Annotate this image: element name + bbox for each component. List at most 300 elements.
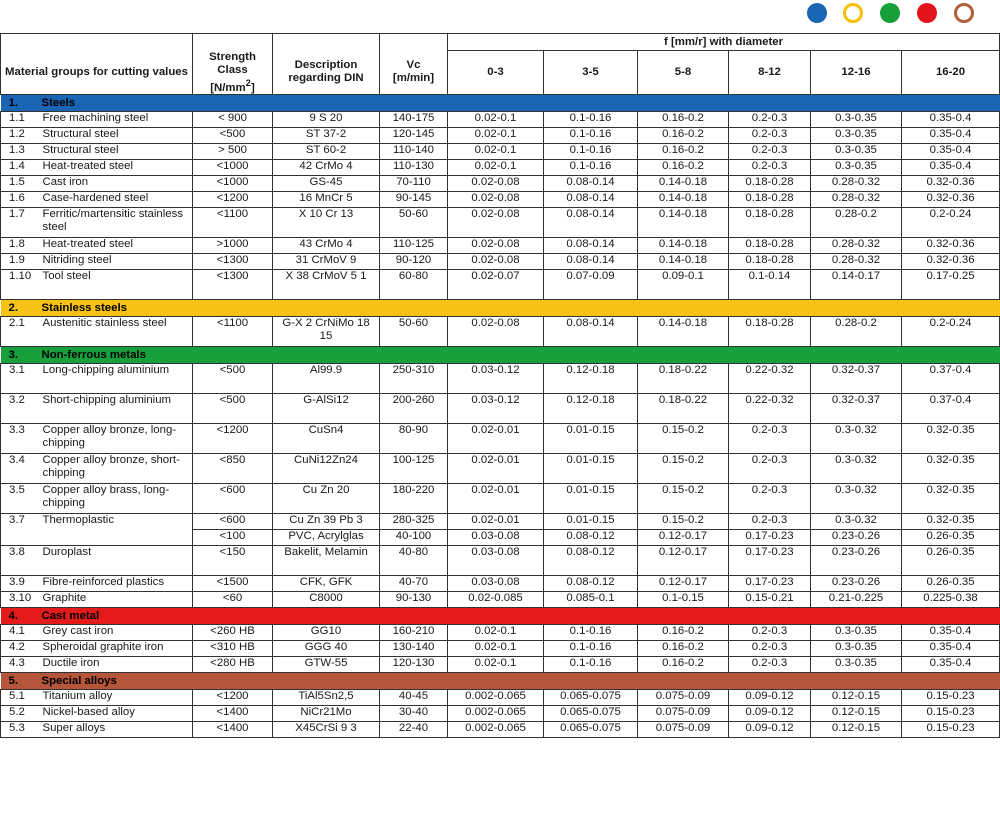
feed-3-5: 0.065-0.075: [544, 706, 638, 722]
feed-3-5: 0.065-0.075: [544, 722, 638, 738]
diameter-header: 3-5: [544, 51, 638, 95]
group-number: [1, 530, 39, 546]
group-number: 3.8: [1, 546, 39, 576]
group-number: 4.2: [1, 641, 39, 657]
feed-3-5: 0.1-0.16: [544, 657, 638, 673]
feed-12-16: 0.23-0.26: [811, 576, 902, 592]
feed-0-3: 0.02-0.1: [448, 112, 544, 128]
material-name: Thermoplastic: [39, 514, 193, 530]
feed-0-3: 0.02-0.1: [448, 144, 544, 160]
din-description: ST 60-2: [273, 144, 380, 160]
feed-8-12: 0.09-0.12: [729, 706, 811, 722]
din-description: CuSn4: [273, 424, 380, 454]
strength-class: < 900: [193, 112, 273, 128]
din-description: GGG 40: [273, 641, 380, 657]
feed-0-3: 0.02-0.08: [448, 176, 544, 192]
feed-16-20: 0.32-0.36: [902, 176, 1000, 192]
feed-rate-header: f [mm/r] with diameter: [448, 34, 1000, 51]
cutting-speed: 40-80: [380, 546, 448, 576]
cutting-speed: 120-145: [380, 128, 448, 144]
table-row: [1, 270, 1000, 300]
feed-8-12: 0.18-0.28: [729, 317, 811, 347]
table-row: [1, 546, 1000, 576]
feed-8-12: 0.17-0.23: [729, 530, 811, 546]
feed-8-12: 0.2-0.3: [729, 641, 811, 657]
cutting-speed: 110-125: [380, 238, 448, 254]
material-name: Structural steel: [39, 128, 193, 144]
strength-class: <1100: [193, 317, 273, 347]
feed-0-3: 0.03-0.08: [448, 530, 544, 546]
material-name: Heat-treated steel: [39, 160, 193, 176]
feed-8-12: 0.17-0.23: [729, 546, 811, 576]
material-name: Nitriding steel: [39, 254, 193, 270]
section-title: Cast metal: [39, 608, 1000, 625]
diameter-header: 5-8: [638, 51, 729, 95]
feed-3-5: 0.1-0.16: [544, 144, 638, 160]
table-row: [1, 530, 1000, 546]
material-group-header: Material groups for cutting values: [1, 51, 193, 95]
cutting-speed: 180-220: [380, 484, 448, 514]
material-name: Spheroidal graphite iron: [39, 641, 193, 657]
material-name: Graphite: [39, 592, 193, 608]
material-name: Austenitic stainless steel: [39, 317, 193, 347]
feed-3-5: 0.07-0.09: [544, 270, 638, 300]
section-header-row: [1, 608, 1000, 625]
feed-0-3: 0.02-0.08: [448, 192, 544, 208]
strength-class: <1500: [193, 576, 273, 592]
feed-5-8: 0.075-0.09: [638, 690, 729, 706]
table-row: [1, 514, 1000, 530]
diameter-header: 0-3: [448, 51, 544, 95]
feed-5-8: 0.14-0.18: [638, 176, 729, 192]
feed-3-5: 0.01-0.15: [544, 424, 638, 454]
feed-8-12: 0.2-0.3: [729, 144, 811, 160]
feed-3-5: 0.08-0.14: [544, 254, 638, 270]
strength-class: <1200: [193, 690, 273, 706]
table-row: [1, 576, 1000, 592]
material-name: Duroplast: [39, 546, 193, 576]
color-legend-dots: [800, 3, 1000, 29]
feed-16-20: 0.17-0.25: [902, 270, 1000, 300]
feed-8-12: 0.2-0.3: [729, 514, 811, 530]
group-number: 2.1: [1, 317, 39, 347]
cutting-speed: 22-40: [380, 722, 448, 738]
feed-12-16: 0.12-0.15: [811, 706, 902, 722]
din-description: GG10: [273, 625, 380, 641]
feed-5-8: 0.16-0.2: [638, 128, 729, 144]
feed-8-12: 0.2-0.3: [729, 625, 811, 641]
strength-class: <100: [193, 530, 273, 546]
feed-8-12: 0.09-0.12: [729, 722, 811, 738]
feed-12-16: 0.3-0.35: [811, 625, 902, 641]
feed-8-12: 0.18-0.28: [729, 254, 811, 270]
din-description: NiCr21Mo: [273, 706, 380, 722]
feed-16-20: 0.15-0.23: [902, 722, 1000, 738]
group-number: 1.8: [1, 238, 39, 254]
strength-class: <1000: [193, 176, 273, 192]
strength-class: <1000: [193, 160, 273, 176]
feed-16-20: 0.2-0.24: [902, 317, 1000, 347]
feed-12-16: 0.3-0.32: [811, 484, 902, 514]
feed-16-20: 0.15-0.23: [902, 706, 1000, 722]
feed-3-5: 0.08-0.12: [544, 546, 638, 576]
table-row: [1, 657, 1000, 673]
feed-16-20: 0.35-0.4: [902, 160, 1000, 176]
feed-5-8: 0.16-0.2: [638, 657, 729, 673]
cutting-speed: 120-130: [380, 657, 448, 673]
feed-12-16: 0.3-0.35: [811, 160, 902, 176]
feed-8-12: 0.2-0.3: [729, 112, 811, 128]
feed-12-16: 0.32-0.37: [811, 394, 902, 424]
feed-3-5: 0.08-0.14: [544, 192, 638, 208]
feed-3-5: 0.1-0.16: [544, 625, 638, 641]
feed-3-5: 0.12-0.18: [544, 394, 638, 424]
din-description: Al99.9: [273, 364, 380, 394]
group-number: 3.1: [1, 364, 39, 394]
feed-0-3: 0.002-0.065: [448, 722, 544, 738]
diameter-header: 16-20: [902, 51, 1000, 95]
feed-5-8: 0.16-0.2: [638, 112, 729, 128]
table-row: [1, 592, 1000, 608]
section-number: 5.: [1, 673, 39, 690]
cutting-speed: 250-310: [380, 364, 448, 394]
din-description: Cu Zn 39 Pb 3: [273, 514, 380, 530]
strength-class: <280 HB: [193, 657, 273, 673]
feed-3-5: 0.08-0.14: [544, 208, 638, 238]
feed-8-12: 0.18-0.28: [729, 192, 811, 208]
section-number: 1.: [1, 95, 39, 112]
material-name: Case-hardened steel: [39, 192, 193, 208]
feed-3-5: 0.08-0.14: [544, 238, 638, 254]
cutting-speed: 70-110: [380, 176, 448, 192]
feed-12-16: 0.12-0.15: [811, 722, 902, 738]
feed-12-16: 0.21-0.225: [811, 592, 902, 608]
section-number: 2.: [1, 300, 39, 317]
feed-0-3: 0.03-0.12: [448, 364, 544, 394]
din-description: Cu Zn 20: [273, 484, 380, 514]
din-description: 16 MnCr 5: [273, 192, 380, 208]
feed-16-20: 0.26-0.35: [902, 576, 1000, 592]
feed-12-16: 0.28-0.2: [811, 208, 902, 238]
table-row: [1, 706, 1000, 722]
feed-5-8: 0.12-0.17: [638, 530, 729, 546]
material-name: Ductile iron: [39, 657, 193, 673]
material-name: Copper alloy bronze, long-chipping: [39, 424, 193, 454]
group-number: 3.2: [1, 394, 39, 424]
section-number: 4.: [1, 608, 39, 625]
feed-16-20: 0.37-0.4: [902, 394, 1000, 424]
feed-0-3: 0.02-0.1: [448, 657, 544, 673]
feed-0-3: 0.02-0.01: [448, 484, 544, 514]
material-name: [39, 530, 193, 546]
brown-dot-icon: [954, 3, 974, 23]
feed-3-5: 0.12-0.18: [544, 364, 638, 394]
feed-0-3: 0.02-0.08: [448, 254, 544, 270]
feed-3-5: 0.08-0.12: [544, 530, 638, 546]
cutting-speed: 30-40: [380, 706, 448, 722]
feed-12-16: 0.3-0.35: [811, 657, 902, 673]
feed-12-16: 0.28-0.32: [811, 176, 902, 192]
feed-0-3: 0.02-0.1: [448, 625, 544, 641]
material-name: Ferritic/martensitic stainless steel: [39, 208, 193, 238]
group-number: 1.1: [1, 112, 39, 128]
feed-0-3: 0.02-0.1: [448, 128, 544, 144]
din-description: X 38 CrMoV 5 1: [273, 270, 380, 300]
feed-8-12: 0.2-0.3: [729, 160, 811, 176]
group-number: 1.10: [1, 270, 39, 300]
feed-16-20: 0.225-0.38: [902, 592, 1000, 608]
feed-12-16: 0.23-0.26: [811, 546, 902, 576]
feed-3-5: 0.1-0.16: [544, 641, 638, 657]
cutting-speed: 60-80: [380, 270, 448, 300]
feed-16-20: 0.32-0.36: [902, 254, 1000, 270]
section-number: 3.: [1, 347, 39, 364]
feed-16-20: 0.15-0.23: [902, 690, 1000, 706]
feed-5-8: 0.1-0.15: [638, 592, 729, 608]
feed-8-12: 0.15-0.21: [729, 592, 811, 608]
feed-16-20: 0.35-0.4: [902, 641, 1000, 657]
feed-0-3: 0.02-0.01: [448, 424, 544, 454]
feed-12-16: 0.3-0.35: [811, 144, 902, 160]
feed-3-5: 0.01-0.15: [544, 454, 638, 484]
feed-5-8: 0.14-0.18: [638, 254, 729, 270]
section-header-row: [1, 673, 1000, 690]
section-title: Non-ferrous metals: [39, 347, 1000, 364]
group-number: 1.9: [1, 254, 39, 270]
section-header-row: [1, 95, 1000, 112]
feed-8-12: 0.2-0.3: [729, 454, 811, 484]
table-row: [1, 128, 1000, 144]
section-header-row: [1, 347, 1000, 364]
section-title: Stainless steels: [39, 300, 1000, 317]
feed-16-20: 0.26-0.35: [902, 530, 1000, 546]
feed-3-5: 0.01-0.15: [544, 514, 638, 530]
group-number: 1.5: [1, 176, 39, 192]
cutting-speed: 110-130: [380, 160, 448, 176]
feed-5-8: 0.09-0.1: [638, 270, 729, 300]
din-description: ST 37-2: [273, 128, 380, 144]
feed-8-12: 0.2-0.3: [729, 657, 811, 673]
feed-12-16: 0.28-0.32: [811, 238, 902, 254]
table-row: [1, 160, 1000, 176]
material-name: Cast iron: [39, 176, 193, 192]
material-name: Nickel-based alloy: [39, 706, 193, 722]
feed-5-8: 0.14-0.18: [638, 238, 729, 254]
feed-5-8: 0.16-0.2: [638, 641, 729, 657]
feed-0-3: 0.02-0.08: [448, 238, 544, 254]
table-row: [1, 641, 1000, 657]
feed-8-12: 0.09-0.12: [729, 690, 811, 706]
diameter-header: 8-12: [729, 51, 811, 95]
feed-12-16: 0.3-0.35: [811, 641, 902, 657]
din-description: PVC, Acrylglas: [273, 530, 380, 546]
feed-0-3: 0.02-0.1: [448, 641, 544, 657]
description-header: Description regarding DIN: [273, 51, 380, 95]
material-name: Free machining steel: [39, 112, 193, 128]
feed-3-5: 0.01-0.15: [544, 484, 638, 514]
cutting-speed: 90-120: [380, 254, 448, 270]
feed-8-12: 0.17-0.23: [729, 576, 811, 592]
din-description: G-AlSi12: [273, 394, 380, 424]
material-name: Titanium alloy: [39, 690, 193, 706]
red-dot-icon: [917, 3, 937, 23]
feed-8-12: 0.1-0.14: [729, 270, 811, 300]
feed-5-8: 0.075-0.09: [638, 722, 729, 738]
feed-0-3: 0.02-0.01: [448, 454, 544, 484]
cutting-speed: 140-175: [380, 112, 448, 128]
feed-3-5: 0.08-0.12: [544, 576, 638, 592]
group-number: 5.1: [1, 690, 39, 706]
feed-12-16: 0.3-0.35: [811, 112, 902, 128]
table-row: [1, 424, 1000, 454]
strength-class: <850: [193, 454, 273, 484]
feed-12-16: 0.32-0.37: [811, 364, 902, 394]
strength-class: <1100: [193, 208, 273, 238]
cutting-speed: 100-125: [380, 454, 448, 484]
strength-class: <1400: [193, 722, 273, 738]
feed-0-3: 0.002-0.065: [448, 706, 544, 722]
group-number: 1.6: [1, 192, 39, 208]
feed-3-5: 0.08-0.14: [544, 317, 638, 347]
din-description: 9 S 20: [273, 112, 380, 128]
feed-0-3: 0.03-0.08: [448, 576, 544, 592]
diameter-header: 12-16: [811, 51, 902, 95]
cutting-speed: 90-145: [380, 192, 448, 208]
feed-12-16: 0.3-0.32: [811, 424, 902, 454]
feed-8-12: 0.22-0.32: [729, 394, 811, 424]
material-name: Long-chipping aluminium: [39, 364, 193, 394]
section-title: Steels: [39, 95, 1000, 112]
feed-5-8: 0.18-0.22: [638, 364, 729, 394]
material-name: Super alloys: [39, 722, 193, 738]
table-row: [1, 394, 1000, 424]
feed-5-8: 0.15-0.2: [638, 514, 729, 530]
cutting-speed: 50-60: [380, 208, 448, 238]
din-description: GTW-55: [273, 657, 380, 673]
feed-0-3: 0.002-0.065: [448, 690, 544, 706]
table-row: [1, 317, 1000, 347]
table-row: [1, 176, 1000, 192]
cutting-speed: 50-60: [380, 317, 448, 347]
feed-16-20: 0.35-0.4: [902, 144, 1000, 160]
cutting-speed-header: Vc [m/min]: [380, 51, 448, 95]
feed-16-20: 0.32-0.35: [902, 484, 1000, 514]
din-description: X45CrSi 9 3: [273, 722, 380, 738]
feed-0-3: 0.02-0.1: [448, 160, 544, 176]
feed-5-8: 0.12-0.17: [638, 576, 729, 592]
strength-class: > 500: [193, 144, 273, 160]
strength-class: <310 HB: [193, 641, 273, 657]
material-name: Copper alloy bronze, short-chipping: [39, 454, 193, 484]
table-row: [1, 112, 1000, 128]
feed-5-8: 0.14-0.18: [638, 317, 729, 347]
feed-0-3: 0.03-0.08: [448, 546, 544, 576]
strength-class: <1400: [193, 706, 273, 722]
din-description: Bakelit, Melamin: [273, 546, 380, 576]
group-number: 3.7: [1, 514, 39, 530]
feed-16-20: 0.32-0.35: [902, 514, 1000, 530]
group-number: 5.2: [1, 706, 39, 722]
feed-5-8: 0.15-0.2: [638, 484, 729, 514]
blue-dot-icon: [807, 3, 827, 23]
feed-12-16: 0.28-0.32: [811, 192, 902, 208]
feed-5-8: 0.075-0.09: [638, 706, 729, 722]
group-number: 1.3: [1, 144, 39, 160]
feed-12-16: 0.12-0.15: [811, 690, 902, 706]
strength-class: <150: [193, 546, 273, 576]
feed-5-8: 0.14-0.18: [638, 208, 729, 238]
feed-3-5: 0.08-0.14: [544, 176, 638, 192]
feed-3-5: 0.1-0.16: [544, 160, 638, 176]
strength-class: <600: [193, 514, 273, 530]
header-row: [1, 51, 1000, 95]
strength-class: <1200: [193, 424, 273, 454]
feed-16-20: 0.35-0.4: [902, 128, 1000, 144]
strength-class: <1300: [193, 254, 273, 270]
feed-16-20: 0.32-0.35: [902, 424, 1000, 454]
feed-8-12: 0.2-0.3: [729, 128, 811, 144]
feed-12-16: 0.23-0.26: [811, 530, 902, 546]
table-row: [1, 722, 1000, 738]
table-row: [1, 144, 1000, 160]
table-row: [1, 192, 1000, 208]
strength-class: <500: [193, 128, 273, 144]
din-description: TiAl5Sn2,5: [273, 690, 380, 706]
feed-12-16: 0.3-0.35: [811, 128, 902, 144]
din-description: GS-45: [273, 176, 380, 192]
feed-12-16: 0.3-0.32: [811, 514, 902, 530]
material-name: Heat-treated steel: [39, 238, 193, 254]
feed-16-20: 0.35-0.4: [902, 625, 1000, 641]
table-row: [1, 690, 1000, 706]
strength-class: <60: [193, 592, 273, 608]
feed-0-3: 0.02-0.08: [448, 317, 544, 347]
group-number: 3.5: [1, 484, 39, 514]
feed-8-12: 0.2-0.3: [729, 424, 811, 454]
cutting-speed: 280-325: [380, 514, 448, 530]
table-row: [1, 454, 1000, 484]
din-description: CFK, GFK: [273, 576, 380, 592]
group-number: 1.7: [1, 208, 39, 238]
strength-class: <500: [193, 394, 273, 424]
strength-class: <500: [193, 364, 273, 394]
table-row: [1, 484, 1000, 514]
feed-0-3: 0.02-0.01: [448, 514, 544, 530]
feed-5-8: 0.15-0.2: [638, 454, 729, 484]
section-header-row: [1, 300, 1000, 317]
material-name: Short-chipping aluminium: [39, 394, 193, 424]
table-row: [1, 625, 1000, 641]
material-name: Grey cast iron: [39, 625, 193, 641]
feed-0-3: 0.03-0.12: [448, 394, 544, 424]
feed-16-20: 0.2-0.24: [902, 208, 1000, 238]
table-row: [1, 254, 1000, 270]
group-number: 4.3: [1, 657, 39, 673]
strength-class: <260 HB: [193, 625, 273, 641]
cutting-speed: 130-140: [380, 641, 448, 657]
material-name: Tool steel: [39, 270, 193, 300]
cutting-speed: 200-260: [380, 394, 448, 424]
cutting-speed: 40-70: [380, 576, 448, 592]
feed-5-8: 0.16-0.2: [638, 160, 729, 176]
cutting-speed: 160-210: [380, 625, 448, 641]
feed-16-20: 0.32-0.36: [902, 192, 1000, 208]
yellow-dot-icon: [843, 3, 863, 23]
cutting-speed: 40-45: [380, 690, 448, 706]
strength-class: >1000: [193, 238, 273, 254]
table-row: [1, 208, 1000, 238]
feed-3-5: 0.065-0.075: [544, 690, 638, 706]
